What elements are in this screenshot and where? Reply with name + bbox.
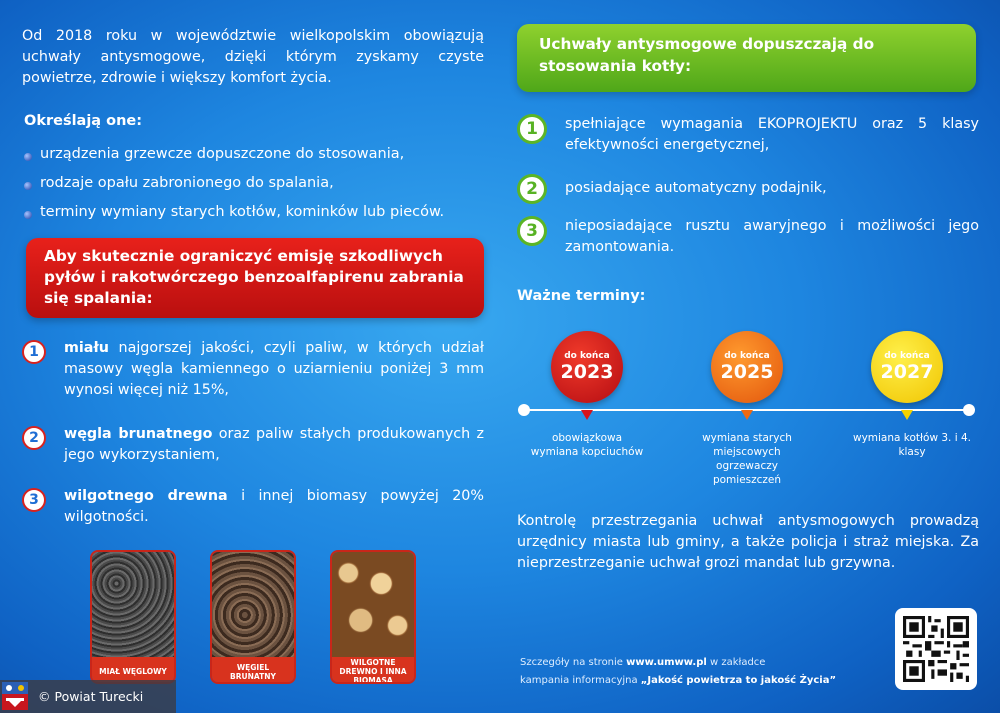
list-item: terminy wymiany starych kotłów, kominków lub pieców. — [24, 204, 494, 233]
timeline-end-dot — [963, 404, 975, 416]
number-badge: 2 — [517, 174, 547, 204]
deadline-circle-2023: do końca 2023 — [551, 331, 623, 403]
deadline-label-2027: wymiana kotłów 3. i 4. klasy — [852, 432, 972, 458]
coat-of-arms-icon — [0, 680, 30, 713]
number-badge: 1 — [517, 114, 547, 144]
qr-code-icon — [903, 616, 969, 682]
timeline-marker-2025 — [741, 410, 753, 420]
allow-item-1: 1 spełniające wymagania EKOPROJEKTU oraz 5 klasy efektywności energetycznej, — [517, 114, 979, 157]
qr-code[interactable] — [895, 608, 977, 690]
timeline-start-dot — [518, 404, 530, 416]
number-badge: 1 — [22, 340, 46, 364]
coal-image — [92, 552, 174, 657]
list-item: urządzenia grzewcze dopuszczone do stosowania, — [24, 146, 494, 175]
intro-text: Od 2018 roku w województwie wielkopolskim obowiązują uchwały antysmogowe, dzięki którym zyskamy czyste powietrze, zdrowie i większy komfort życia. — [22, 28, 484, 86]
number-badge: 3 — [22, 488, 46, 512]
allow-item-3: 3 nieposiadające rusztu awaryjnego i możliwości jego zamontowania. — [517, 216, 979, 259]
deadline-label-2023: obowiązkowa wymiana kopciuchów — [530, 432, 644, 458]
allow-item-2: 2 posiadające automatyczny podajnik, — [517, 174, 979, 204]
deadline-circle-2027: do końca 2027 — [871, 331, 943, 403]
bullet-icon — [24, 211, 32, 219]
ban-header-box: Aby skutecznie ograniczyć emisję szkodliwych pyłów i rakotwórczego benzoalfapirenu zabrania się spalania: — [26, 238, 484, 318]
photo-caption: WILGOTNE DREWNO I INNA BIOMASA — [332, 657, 414, 684]
photo-wegiel-brunatny — [210, 550, 296, 684]
bullet-list — [24, 146, 494, 233]
ban-item-2: 2 węgla brunatnego oraz paliw stałych produkowanych z jego wykorzystaniem, — [22, 424, 484, 466]
firewood-image — [332, 552, 414, 657]
brown-coal-image — [212, 552, 294, 657]
number-badge: 2 — [22, 426, 46, 450]
bullet-icon — [24, 182, 32, 190]
allow-header-box: Uchwały antysmogowe dopuszczają do stosowania kotły: — [517, 24, 976, 92]
deadline-label-2025: wymiana starych miejscowych ogrzewaczy pomieszczeń — [702, 432, 792, 486]
credit-badge: © Powiat Turecki — [0, 680, 176, 713]
photo-caption: WĘGIEL BRUNATNY — [212, 657, 294, 684]
bullet-icon — [24, 153, 32, 161]
ban-item-1: 1 miału najgorszej jakości, czyli paliw, w których udział masowy węgla kamiennego o uziarnieniu poniżej 3 mm wynosi więcej niż 15%, — [22, 338, 484, 401]
photo-caption: MIAŁ WĘGLOWY — [92, 657, 174, 684]
kontrola-text: Kontrolę przestrzegania uchwał antysmogowych prowadzą urzędnicy miasta lub gminy, a także policja i straż miejska. Za nieprzestrzeganie uchwał grozi mandat lub grzywna. — [517, 513, 979, 572]
website-link[interactable]: www.umww.pl — [626, 657, 707, 668]
ban-item-3: 3 wilgotnego drewna i innej biomasy powyżej 20% wilgotności. — [22, 486, 484, 528]
deadline-circle-2025: do końca 2025 — [711, 331, 783, 403]
number-badge: 3 — [517, 216, 547, 246]
section-heading-okreslaja: Określają one: — [24, 113, 143, 129]
details-footer: Szczegóły na stronie www.umww.pl w zakładce kampania informacyjna „Jakość powietrza to jakość Życia” — [520, 657, 837, 686]
timeline-marker-2027 — [901, 410, 913, 420]
timeline-marker-2023 — [581, 410, 593, 420]
photo-wilgotne-drewno — [330, 550, 416, 684]
photo-mial-weglowy — [90, 550, 176, 684]
list-item: rodzaje opału zabronionego do spalania, — [24, 175, 494, 204]
section-heading-wazne-terminy: Ważne terminy: — [517, 288, 646, 304]
